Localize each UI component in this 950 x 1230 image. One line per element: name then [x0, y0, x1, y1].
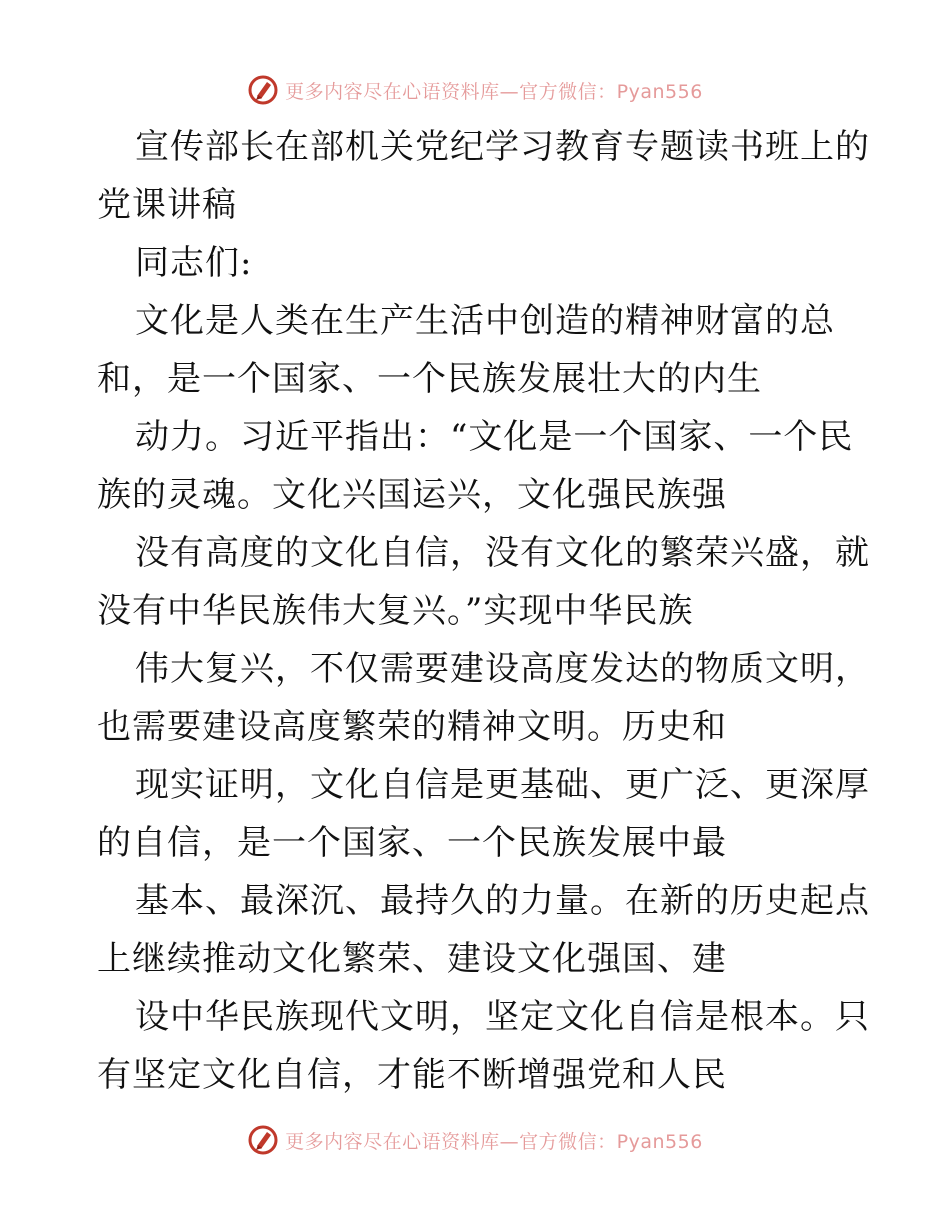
- paragraph-line: 没有中华民族伟大复兴。”实现中华民族: [97, 591, 694, 631]
- header-watermark: [0, 70, 950, 110]
- paragraph-line: 的自信，是一个国家、一个民族发展中最: [97, 823, 727, 863]
- paragraph-line: 上继续推动文化繁荣、建设文化强国、建: [97, 939, 727, 979]
- document-title-line: 宣传部长在部机关党纪学习教育专题读书班上的: [135, 127, 870, 167]
- paragraph-line: 伟大复兴，不仅需要建设高度发达的物质文明，: [135, 649, 870, 689]
- paragraph-line: 基本、最深沉、最持久的力量。在新的历史起点: [135, 881, 870, 921]
- paragraph-line: 也需要建设高度繁荣的精神文明。历史和: [97, 707, 727, 747]
- pen-logo-icon: [247, 1124, 279, 1156]
- pen-logo-icon: [247, 74, 279, 106]
- paragraph-line: 设中华民族现代文明，坚定文化自信是根本。只: [135, 997, 870, 1037]
- paragraph-line: 族的灵魂。文化兴国运兴，文化强民族强: [97, 475, 727, 515]
- watermark-text: 更多内容尽在心语资料库—官方微信：Pyan556: [285, 1130, 703, 1153]
- paragraph-line: 同志们:: [135, 243, 253, 283]
- paragraph-line: 动力。习近平指出：“文化是一个国家、一个民: [135, 417, 854, 457]
- paragraph-line: 和，是一个国家、一个民族发展壮大的内生: [97, 359, 762, 399]
- paragraph-line: 没有高度的文化自信，没有文化的繁荣兴盛，就: [135, 533, 870, 573]
- document-body: [97, 118, 870, 1104]
- watermark-text: 更多内容尽在心语资料库—官方微信：Pyan556: [285, 80, 703, 103]
- paragraph-line: 有坚定文化自信，才能不断增强党和人民: [97, 1055, 727, 1095]
- paragraph-line: 文化是人类在生产生活中创造的精神财富的总: [135, 301, 835, 341]
- footer-watermark: [0, 1120, 950, 1160]
- document-title-line: 党课讲稿: [97, 185, 237, 225]
- paragraph-line: 现实证明，文化自信是更基础、更广泛、更深厚: [135, 765, 870, 805]
